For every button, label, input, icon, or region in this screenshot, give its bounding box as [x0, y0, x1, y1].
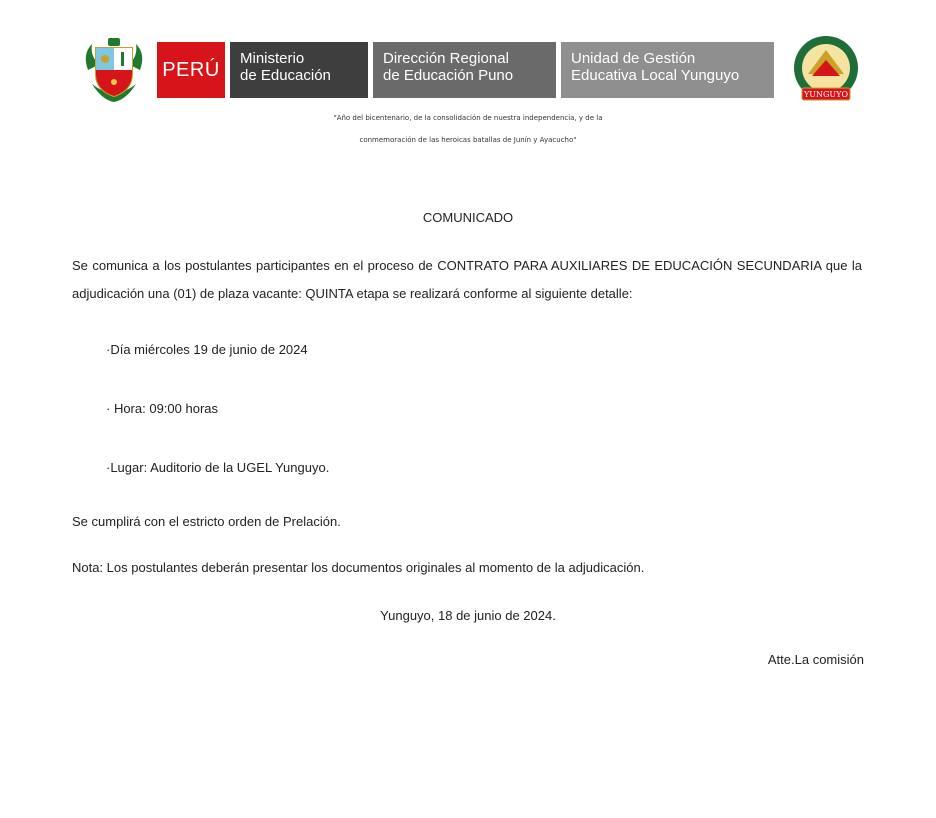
nota: Nota: Los postulantes deberán presentar los documentos originales al momento de la adjudicación.	[72, 560, 645, 575]
signature: Atte.La comisión	[767, 652, 864, 667]
detail-day: ·Día miércoles 19 de junio de 2024	[106, 342, 308, 357]
letterhead	[78, 34, 878, 106]
place-and-date: Yunguyo, 18 de junio de 2024.	[380, 608, 556, 623]
detail-place: ·Lugar: Auditorio de la UGEL Yunguyo.	[106, 460, 330, 475]
order-note: Se cumplirá con el estricto orden de Prelación.	[72, 514, 341, 529]
detail-hour: · Hora: 09:00 horas	[106, 401, 219, 416]
direccion-line-1: Dirección Regional	[383, 50, 509, 67]
ministerio-line-2: de Educación	[240, 67, 331, 84]
peru-brand: PERÚ	[157, 42, 225, 98]
ministerio-line-1: Ministerio	[240, 50, 305, 67]
ugel-line-2: Educativa Local Yunguyo	[571, 67, 740, 84]
document-title: COMUNICADO	[422, 210, 514, 225]
direccion-regional-block	[373, 42, 556, 98]
ugel-line-1: Unidad de Gestión	[571, 50, 696, 67]
peru-coat-of-arms-icon	[78, 34, 150, 106]
year-motto-line-2: conmemoración de las heroicas batallas de Junín y Ayacucho"	[359, 136, 577, 144]
ugel-logo-caption: YUNGUYO	[804, 90, 848, 99]
ministerio-block	[230, 42, 368, 98]
year-motto-line-1: "Año del bicentenario, de la consolidación de nuestra independencia, y de la	[333, 114, 603, 122]
intro-paragraph: Se comunica a los postulantes participantes en el proceso de CONTRATO PARA AUXILIARES DE EDUCACIÓN SECUNDARIA que la adjudicación una (01) de plaza vacante: QUINTA etapa se realizará conforme al siguiente detalle:	[72, 258, 862, 301]
ugel-yunguyo-seal-icon	[790, 34, 862, 106]
direccion-line-2: de Educación Puno	[383, 67, 514, 84]
ugel-block	[561, 42, 774, 98]
